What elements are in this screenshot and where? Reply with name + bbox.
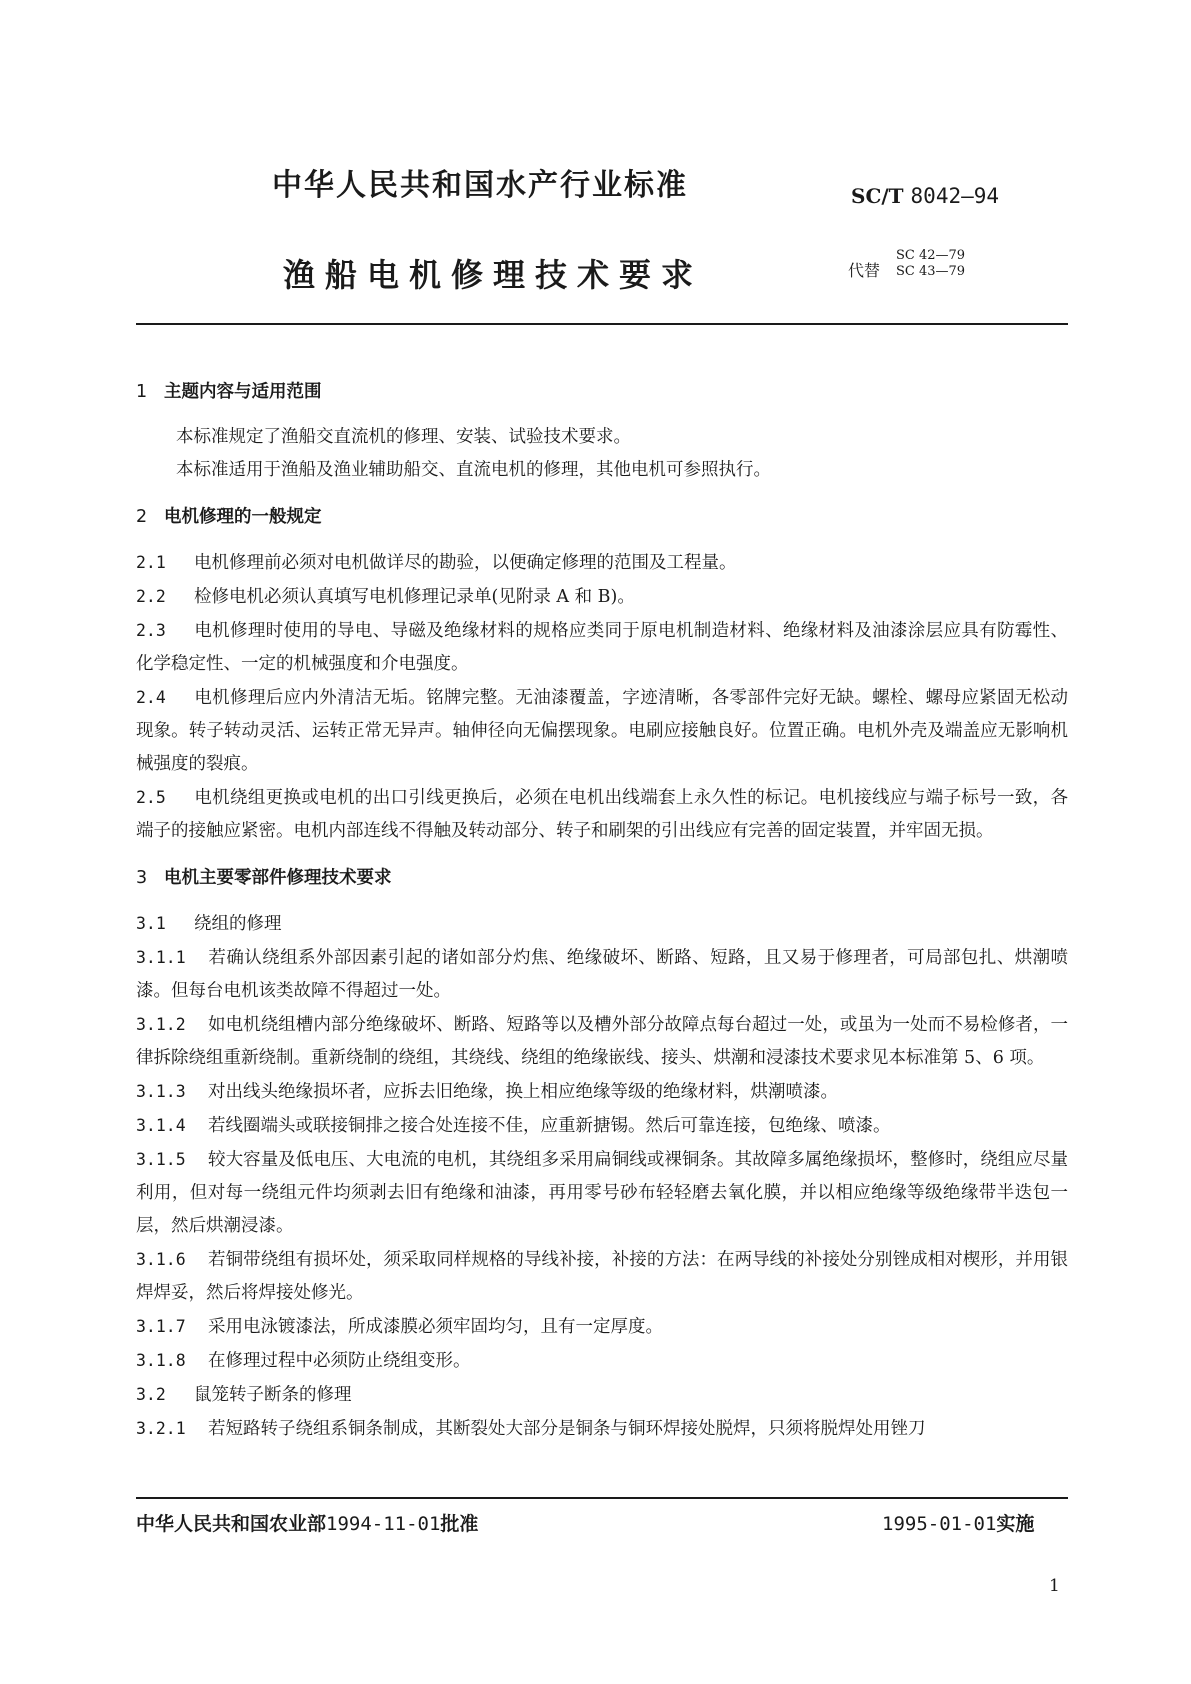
- replaced-standard: SC 43—79: [896, 264, 966, 279]
- section-heading: [136, 376, 1068, 409]
- clause: [136, 1075, 1068, 1109]
- clause-text: 在修理过程中必须防止绕组变形。: [208, 1351, 471, 1371]
- section-title: 主题内容与适用范围: [164, 382, 322, 402]
- clause-text: 较大容量及低电压、大电流的电机，其绕组多采用扁铜线或裸铜条。其故障多属绝缘损坏，整修时，绕组应尽量利用，但对每一绕组元件均须剥去旧有绝缘和油漆，再用零号砂布轻轻磨去氧化膜，并以相应绝缘等级绝缘带半迭包一层，然后烘潮浸漆。: [136, 1150, 1068, 1236]
- clause-number: 2.1: [136, 553, 166, 572]
- clause-text: 检修电机必须认真填写电机修理记录单(见附录 A 和 B)。: [194, 587, 635, 607]
- replaces-codes: [896, 248, 965, 280]
- clause-text: 电机修理后应内外清洁无垢。铭牌完整。无油漆覆盖，字迹清晰，各零部件完好无缺。螺栓、螺母应紧固无松动现象。转子转动灵活、运转正常无异声。轴伸径向无偏摆现象。电刷应接触良好。位置正确。电机外壳及端盖应无影响机械强度的裂痕。: [136, 688, 1068, 774]
- clause-text: 对出线头绝缘损坏者，应拆去旧绝缘，换上相应绝缘等级的绝缘材料，烘潮喷漆。: [208, 1082, 838, 1102]
- section-number: 3: [136, 868, 148, 888]
- body-paragraph: [136, 421, 1068, 454]
- section-title: 电机修理的一般规定: [164, 507, 322, 527]
- clause-text: 若短路转子绕组系铜条制成，其断裂处大部分是铜条与铜环焊接处脱焊，只须将脱焊处用锉刀: [208, 1419, 926, 1439]
- clause: [136, 1412, 1068, 1446]
- clause-text: 如电机绕组槽内部分绝缘破坏、断路、短路等以及槽外部分故障点每台超过一处，或虽为一处而不易检修者，一律拆除绕组重新绕制。重新绕制的绕组，其绕线、绕组的绝缘嵌线、接头、烘潮和浸漆技术要求见本标准第 5、6 项。: [136, 1015, 1068, 1068]
- standard-code-prefix: SC/T: [851, 184, 904, 208]
- clause: [136, 1143, 1068, 1243]
- clause-number: 3.1.5: [136, 1150, 186, 1169]
- section-title: 电机主要零部件修理技术要求: [164, 868, 392, 888]
- clause-number: 2.3: [136, 621, 166, 640]
- clause: [136, 1344, 1068, 1378]
- section-number: 1: [136, 382, 148, 402]
- effective-label: 实施: [996, 1513, 1035, 1535]
- effective-date: 1995-01-01: [882, 1513, 997, 1535]
- header-divider: [136, 323, 1068, 325]
- clause-number: 3.1.6: [136, 1250, 186, 1269]
- document-title: 渔船电机修理技术要求: [283, 256, 704, 294]
- clause-text: 若铜带绕组有损坏处，须采取同样规格的导线补接，补接的方法：在两导线的补接处分别锉成相对楔形，并用银焊焊妥，然后将焊接处修光。: [136, 1250, 1068, 1303]
- effective-line: [882, 1509, 1034, 1536]
- clause-number: 2.2: [136, 587, 166, 606]
- approve-date: 1994-11-01: [326, 1513, 441, 1535]
- clause-text: 绕组的修理: [194, 914, 282, 934]
- clause-number: 3.1: [136, 914, 166, 933]
- clause-number: 2.4: [136, 688, 166, 707]
- document-body: [136, 382, 1068, 1446]
- replaces-label: 代替: [848, 261, 881, 280]
- section-number: 2: [136, 507, 148, 527]
- clause-text: 电机修理时使用的导电、导磁及绝缘材料的规格应类同于原电机制造材料、绝缘材料及油漆涂层应具有防霉性、化学稳定性、一定的机械强度和介电强度。: [136, 621, 1068, 674]
- clause-text: 若线圈端头或联接铜排之接合处连接不佳，应重新搪锡。然后可靠连接，包绝缘、喷漆。: [208, 1116, 891, 1136]
- clause: [136, 614, 1068, 681]
- footer-divider: [136, 1497, 1068, 1499]
- section-heading: [136, 862, 1068, 895]
- clause: [136, 1008, 1068, 1075]
- approve-label: 批准: [440, 1513, 479, 1535]
- clause: [136, 1109, 1068, 1143]
- clause: [136, 681, 1068, 781]
- clause-number: 3.1.4: [136, 1116, 186, 1135]
- clause-number: 3.2: [136, 1385, 166, 1404]
- approval-line: [136, 1509, 478, 1536]
- clause: [136, 1310, 1068, 1344]
- replaced-standard: SC 42—79: [896, 248, 966, 263]
- clause-number: 3.1.7: [136, 1317, 186, 1336]
- clause-number: 3.2.1: [136, 1419, 186, 1438]
- clause-text: 电机修理前必须对电机做详尽的勘验，以便确定修理的范围及工程量。: [194, 553, 737, 573]
- page-number: 1: [1049, 1576, 1060, 1596]
- clause: [136, 941, 1068, 1008]
- clause-number: 3.1.2: [136, 1015, 186, 1034]
- clause: [136, 1243, 1068, 1310]
- standard-name: 中华人民共和国水产行业标准: [272, 168, 688, 203]
- clause: [136, 1378, 1068, 1412]
- clause-text: 采用电泳镀漆法，所成漆膜必须牢固均匀，且有一定厚度。: [208, 1317, 663, 1337]
- standard-code-number: 8042—94: [910, 184, 1000, 208]
- clause-text: 若确认绕组系外部因素引起的诸如部分灼焦、绝缘破坏、断路、短路，且又易于修理者，可局部包扎、烘潮喷漆。但每台电机该类故障不得超过一处。: [136, 948, 1068, 1001]
- body-paragraph: [136, 454, 1068, 487]
- clause: [136, 580, 1068, 614]
- clause-text: 本标准适用于渔船及渔业辅助船交、直流电机的修理，其他电机可参照执行。: [176, 460, 771, 480]
- clause-number: 3.1.3: [136, 1082, 186, 1101]
- clause-number: 3.1.1: [136, 948, 186, 967]
- clause-text: 本标准规定了渔船交直流机的修理、安装、试验技术要求。: [176, 427, 631, 447]
- clause-number: 2.5: [136, 788, 166, 807]
- clause: [136, 546, 1068, 580]
- clause: [136, 907, 1068, 941]
- approver: 中华人民共和国农业部: [136, 1513, 327, 1535]
- clause: [136, 781, 1068, 848]
- clause-number: 3.1.8: [136, 1351, 186, 1370]
- clause-text: 鼠笼转子断条的修理: [194, 1385, 352, 1405]
- clause-text: 电机绕组更换或电机的出口引线更换后，必须在电机出线端套上永久性的标记。电机接线应与端子标号一致，各端子的接触应紧密。电机内部连线不得触及转动部分、转子和刷架的引出线应有完善的固定装置，并牢固无损。: [136, 788, 1068, 841]
- standard-code: [851, 184, 999, 208]
- section-heading: [136, 501, 1068, 534]
